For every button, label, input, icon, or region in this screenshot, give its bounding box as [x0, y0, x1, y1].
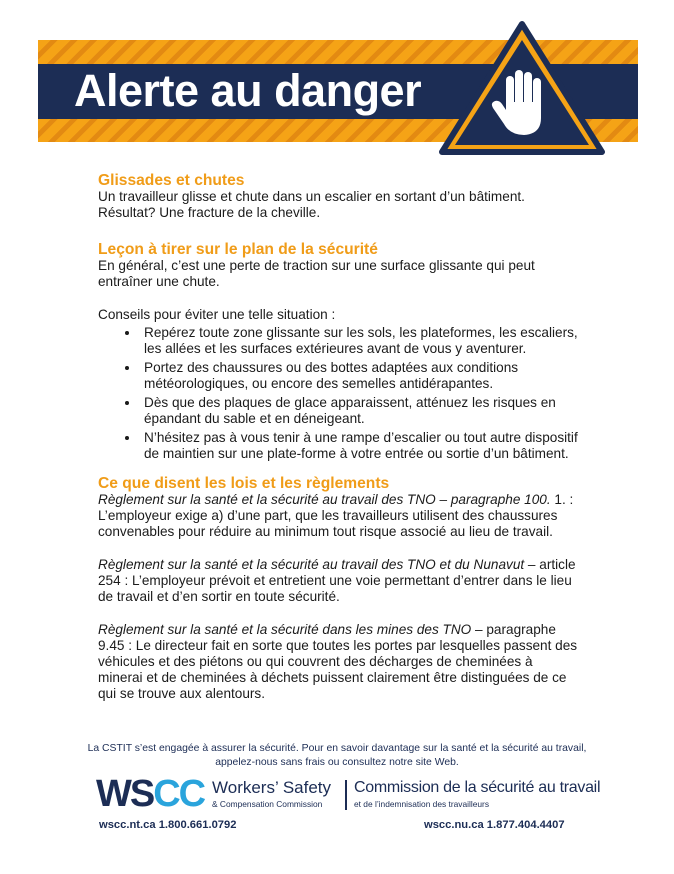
- list-item: • Dès que des plaques de glace apparaissent, atténuez les risques en épandant du sable et en déneigeant.: [140, 395, 578, 427]
- regulation-paragraph: [98, 622, 578, 702]
- list-item: • Repérez toute zone glissante sur les sols, les plateformes, les escaliers, les allées et les surfaces extérieures avant de vous y aventurer.: [140, 325, 578, 357]
- contact-nu: wscc.nu.ca 1.877.404.4407: [424, 819, 565, 831]
- tips-intro: Conseils pour éviter une telle situation :: [98, 307, 336, 322]
- logo-french-name: Commission de la sécurité au travail: [354, 779, 601, 796]
- regulation-paragraph: [98, 557, 578, 605]
- page-title: Alerte au danger: [74, 65, 422, 116]
- regulation-paragraph: [98, 492, 578, 540]
- lesson-text: En général, c’est une perte de traction sur une surface glissante qui peut entraîner une chute.: [98, 258, 535, 289]
- regulation-text: – article 254 : L’employeur prévoit et entretient une voie permettant d’entrer dans le lieu de travail et d’en sortir en toute sécurité.: [98, 557, 576, 604]
- regulation-text: – paragraphe 9.45 : Le directeur fait en sorte que toutes les portes par lesquelles passent des véhicules et des piétons ou qui couvrent des décharges de cheminées à minerai et de cheminées à déchets puissent clairement être distinguées de ce qui se trouve aux alentours.: [98, 622, 578, 701]
- list-item: • Portez des chaussures ou des bottes adaptées aux conditions météorologiques, ou encore des semelles antidérapantes.: [140, 360, 578, 392]
- incident-description: Un travailleur glisse et chute dans un escalier en sortant d’un bâtiment. Résultat? Une fracture de la cheville.: [98, 189, 525, 220]
- section-heading-slips: Glissades et chutes: [98, 172, 245, 189]
- section-heading-lesson: Leçon à tirer sur le plan de la sécurité: [98, 241, 378, 258]
- tips-list: [98, 325, 578, 462]
- section-heading-regulations: Ce que disent les lois et les règlements: [98, 475, 390, 492]
- logo-english-subtitle: & Compensation Commission: [212, 799, 323, 809]
- document-body: [98, 172, 578, 702]
- list-item: • N’hésitez pas à vous tenir à une rampe d’escalier ou tout autre dispositif de maintien sur une plate-forme à votre entrée ou sortie d’un bâtiment.: [140, 430, 578, 462]
- wscc-logo: [96, 773, 601, 815]
- contact-nt: wscc.nt.ca 1.800.661.0792: [99, 819, 237, 831]
- stop-hand-warning-icon: [438, 18, 607, 158]
- wscc-logo-mark: WSCC: [96, 773, 205, 815]
- regulation-reference: Règlement sur la santé et la sécurité dans les mines des TNO: [98, 622, 472, 637]
- regulation-text: 1. : L’employeur exige a) d’une part, que les travailleurs utilisent des chaussures convenables pour réduire au minimum tout risque associé au lieu de travail.: [98, 492, 574, 539]
- logo-english-name: Workers’ Safety: [212, 778, 332, 797]
- regulation-reference: Règlement sur la santé et la sécurité au travail des TNO – paragraphe 100.: [98, 492, 551, 507]
- logo-french-subtitle: et de l’indemnisation des travailleurs: [354, 799, 490, 809]
- logo-divider: [345, 780, 347, 810]
- footer-note: La CSTIT s’est engagée à assurer la sécurité. Pour en savoir davantage sur la santé et la sécurité au travail, appelez-nous sans frais ou consultez notre site Web.: [87, 743, 587, 768]
- regulation-reference: Règlement sur la santé et la sécurité au travail des TNO et du Nunavut: [98, 557, 525, 572]
